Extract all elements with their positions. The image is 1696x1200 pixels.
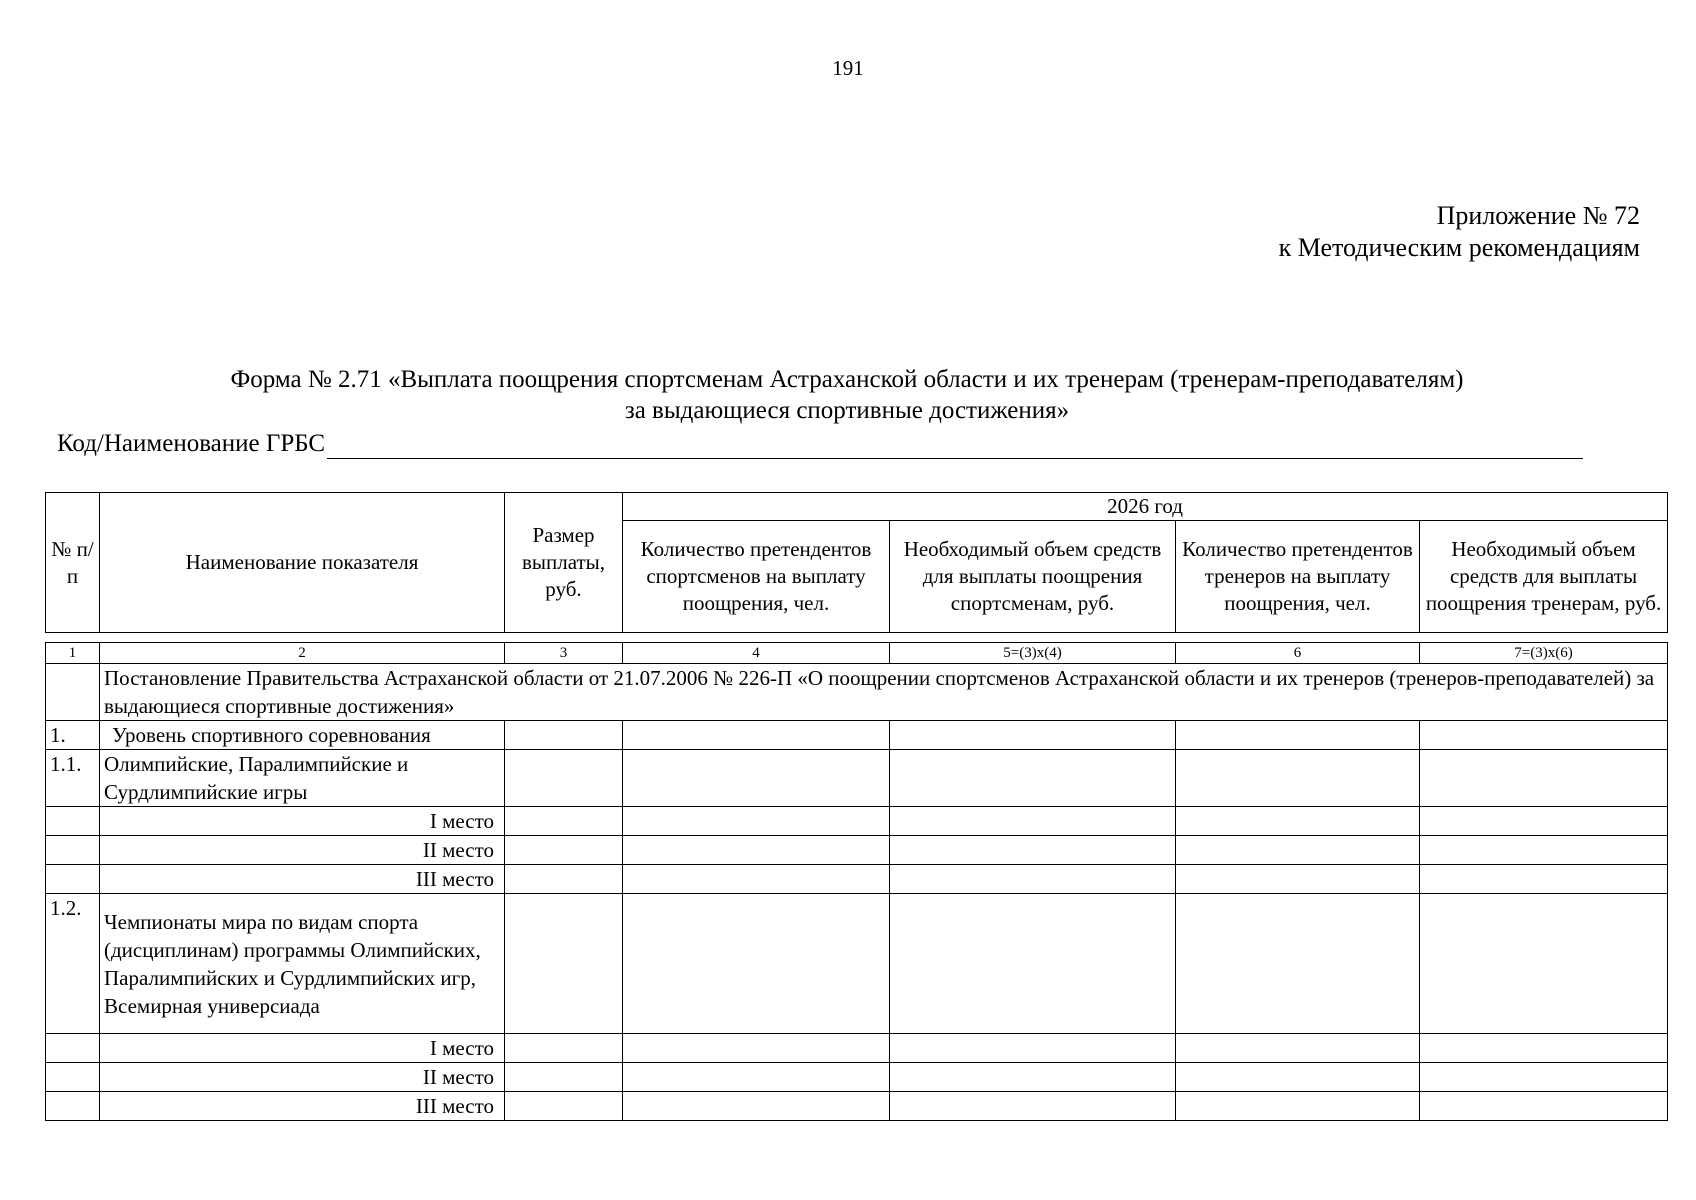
cell-athletes-count[interactable] <box>623 894 890 1034</box>
cell-coaches-count[interactable] <box>1176 865 1420 894</box>
grbs-label: Код/Наименование ГРБС <box>57 430 326 457</box>
cell-coaches-count[interactable] <box>1176 836 1420 865</box>
cell-coaches-count[interactable] <box>1176 721 1420 750</box>
page-number: 191 <box>832 56 864 80</box>
grbs-field <box>57 428 1583 459</box>
header-payment: Размер выплаты, руб. <box>505 493 623 633</box>
column-number: 3 <box>505 643 623 664</box>
cell-athletes-funds[interactable] <box>890 807 1176 836</box>
row-name: Олимпийские, Паралимпийские и Сурдлимпийские игры <box>100 750 505 807</box>
column-number: 1 <box>46 643 100 664</box>
cell-coaches-funds[interactable] <box>1420 721 1668 750</box>
column-number: 4 <box>623 643 890 664</box>
row-name: Чемпионаты мира по видам спорта (дисциплинам) программы Олимпийских, Паралимпийских и Сурдлимпийских игр, Всемирная универсиада <box>100 894 505 1034</box>
cell-payment[interactable] <box>505 1063 623 1092</box>
resolution-row <box>46 664 1668 721</box>
cell-athletes-count[interactable] <box>623 750 890 807</box>
table-row <box>46 865 1668 894</box>
row-number <box>46 807 100 836</box>
column-number: 5=(3)x(4) <box>890 643 1176 664</box>
appendix-line-1: Приложение № 72 <box>1436 201 1640 230</box>
cell-coaches-funds[interactable] <box>1420 1092 1668 1121</box>
cell-athletes-funds[interactable] <box>890 836 1176 865</box>
column-number: 7=(3)x(6) <box>1420 643 1668 664</box>
cell-athletes-count[interactable] <box>623 1092 890 1121</box>
header-coaches-funds: Необходимый объем средств для выплаты поощрения тренерам, руб. <box>1420 521 1668 633</box>
cell-athletes-funds[interactable] <box>890 1063 1176 1092</box>
cell-coaches-count[interactable] <box>1176 1034 1420 1063</box>
row-name: II место <box>100 836 505 865</box>
cell-coaches-funds[interactable] <box>1420 750 1668 807</box>
grbs-blank-line[interactable] <box>327 436 1583 459</box>
row-number: 1.1. <box>46 750 100 807</box>
cell-coaches-funds[interactable] <box>1420 1063 1668 1092</box>
cell-athletes-funds[interactable] <box>890 750 1176 807</box>
cell-athletes-funds[interactable] <box>890 1092 1176 1121</box>
row-name: III место <box>100 1092 505 1121</box>
header-athletes-count: Количество претендентов спортсменов на выплату поощрения, чел. <box>623 521 890 633</box>
table-row <box>46 721 1668 750</box>
cell-coaches-count[interactable] <box>1176 750 1420 807</box>
column-number: 2 <box>100 643 505 664</box>
cell-athletes-count[interactable] <box>623 721 890 750</box>
header-name: Наименование показателя <box>100 493 505 633</box>
column-number-row <box>46 643 1668 664</box>
resolution-text: Постановление Правительства Астраханской области от 21.07.2006 № 226-П «О поощрении спортсменов Астраханской области и их тренеров (тренеров-преподавателей) за выдающиеся спортивные достижения» <box>100 664 1668 721</box>
cell-coaches-count[interactable] <box>1176 1092 1420 1121</box>
table-row <box>46 836 1668 865</box>
cell-athletes-count[interactable] <box>623 836 890 865</box>
header-year: 2026 год <box>623 493 1668 521</box>
form-title-line-1: Форма № 2.71 «Выплата поощрения спортсменам Астраханской области и их тренерам (тренерам-преподавателям) <box>230 366 1464 393</box>
cell-payment[interactable] <box>505 865 623 894</box>
row-number <box>46 1034 100 1063</box>
row-number: 1. <box>46 721 100 750</box>
table-row <box>46 894 1668 1034</box>
cell-athletes-count[interactable] <box>623 1034 890 1063</box>
appendix-caption <box>1279 200 1640 264</box>
row-name: II место <box>100 1063 505 1092</box>
header-athletes-funds: Необходимый объем средств для выплаты поощрения спортсменам, руб. <box>890 521 1176 633</box>
table-row <box>46 1063 1668 1092</box>
cell-coaches-funds[interactable] <box>1420 865 1668 894</box>
cell-athletes-funds[interactable] <box>890 865 1176 894</box>
table-row <box>46 750 1668 807</box>
row-number <box>46 836 100 865</box>
header-table <box>45 492 1668 633</box>
header-num: № п/п <box>46 493 100 633</box>
appendix-line-2: к Методическим рекомендациям <box>1278 233 1640 262</box>
cell-athletes-funds[interactable] <box>890 894 1176 1034</box>
cell-coaches-count[interactable] <box>1176 807 1420 836</box>
cell-athletes-funds[interactable] <box>890 1034 1176 1063</box>
row-number <box>46 1063 100 1092</box>
cell-payment[interactable] <box>505 750 623 807</box>
row-number <box>46 865 100 894</box>
column-number: 6 <box>1176 643 1420 664</box>
row-name: I место <box>100 807 505 836</box>
cell-athletes-count[interactable] <box>623 865 890 894</box>
cell-payment[interactable] <box>505 836 623 865</box>
cell-payment[interactable] <box>505 721 623 750</box>
cell-coaches-funds[interactable] <box>1420 894 1668 1034</box>
row-number: 1.2. <box>46 894 100 1034</box>
cell-coaches-count[interactable] <box>1176 894 1420 1034</box>
cell-payment[interactable] <box>505 807 623 836</box>
header-coaches-count: Количество претендентов тренеров на выплату поощрения, чел. <box>1176 521 1420 633</box>
cell-payment[interactable] <box>505 894 623 1034</box>
form-title <box>40 364 1654 426</box>
table-row <box>46 807 1668 836</box>
cell-coaches-funds[interactable] <box>1420 807 1668 836</box>
row-name: I место <box>100 1034 505 1063</box>
row-name: III место <box>100 865 505 894</box>
cell-athletes-count[interactable] <box>623 1063 890 1092</box>
table-row <box>46 1034 1668 1063</box>
table-row <box>46 1092 1668 1121</box>
cell-athletes-funds[interactable] <box>890 721 1176 750</box>
cell-coaches-count[interactable] <box>1176 1063 1420 1092</box>
resolution-num-cell <box>46 664 100 721</box>
cell-payment[interactable] <box>505 1092 623 1121</box>
form-title-line-2: за выдающиеся спортивные достижения» <box>624 397 1070 424</box>
cell-athletes-count[interactable] <box>623 807 890 836</box>
row-name: Уровень спортивного соревнования <box>100 721 505 750</box>
row-number <box>46 1092 100 1121</box>
cell-payment[interactable] <box>505 1034 623 1063</box>
cell-coaches-funds[interactable] <box>1420 836 1668 865</box>
indicator-table <box>45 642 1668 1121</box>
cell-coaches-funds[interactable] <box>1420 1034 1668 1063</box>
